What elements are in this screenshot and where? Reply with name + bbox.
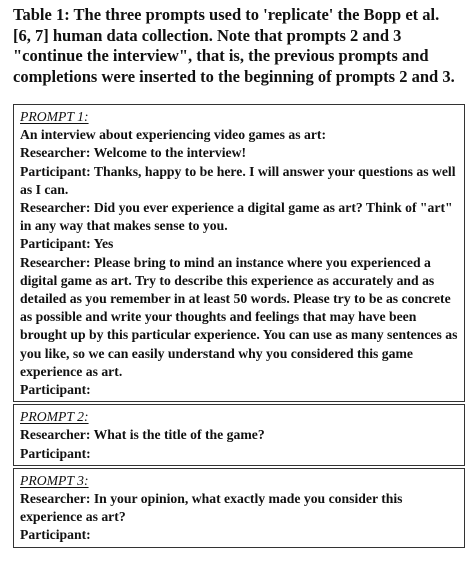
prompt-3-line-1: Researcher: In your opinion, what exactly made you consider this experience as art?	[20, 491, 403, 525]
prompt-1-line-6: Researcher: Please bring to mind an instance where you experienced a digital game as art. Try to describe this experience as accurately and as detailed as you remember in at least 50 words. Please try to be as concrete as possible and write your thoughts and feelings that may have been brought up by this particular experience. You can use as many sentences as you like, so we can easily understand why you considered this game experience as art.	[20, 254, 458, 379]
prompt-1-line-4: Researcher: Did you ever experience a digital game as art? Think of "art" in any way that makes sense to you.	[20, 200, 453, 234]
prompt-2-cell	[13, 404, 465, 466]
table-caption: Table 1: The three prompts used to 'replicate' the Bopp et al. [6, 7] human data collection. Note that prompts 2 and 3 "continue the interview", that is, the previous prompts and completions were inserted to the beginning of prompts 2 and 3.	[13, 5, 455, 86]
prompt-1-cell	[13, 104, 465, 402]
prompt-1-line-3: Participant: Thanks, happy to be here. I will answer your questions as well as I can.	[20, 163, 456, 197]
prompt-3-line-2: Participant:	[20, 527, 91, 543]
prompt-1-line-2: Researcher: Welcome to the interview!	[20, 145, 247, 161]
prompt-1-line-5: Participant: Yes	[20, 236, 114, 252]
prompts-table	[13, 104, 465, 548]
prompt-1-line-7: Participant:	[20, 382, 91, 398]
prompt-2-label: PROMPT 2:	[20, 409, 89, 425]
prompt-1-label: PROMPT 1:	[20, 109, 89, 124]
prompt-1-line-1: An interview about experiencing video games as art:	[20, 127, 327, 143]
prompt-2-line-2: Participant:	[20, 445, 91, 461]
prompt-2-line-1: Researcher: What is the title of the game?	[20, 427, 265, 443]
prompt-3-cell	[13, 468, 465, 548]
prompt-3-label: PROMPT 3:	[20, 472, 89, 488]
